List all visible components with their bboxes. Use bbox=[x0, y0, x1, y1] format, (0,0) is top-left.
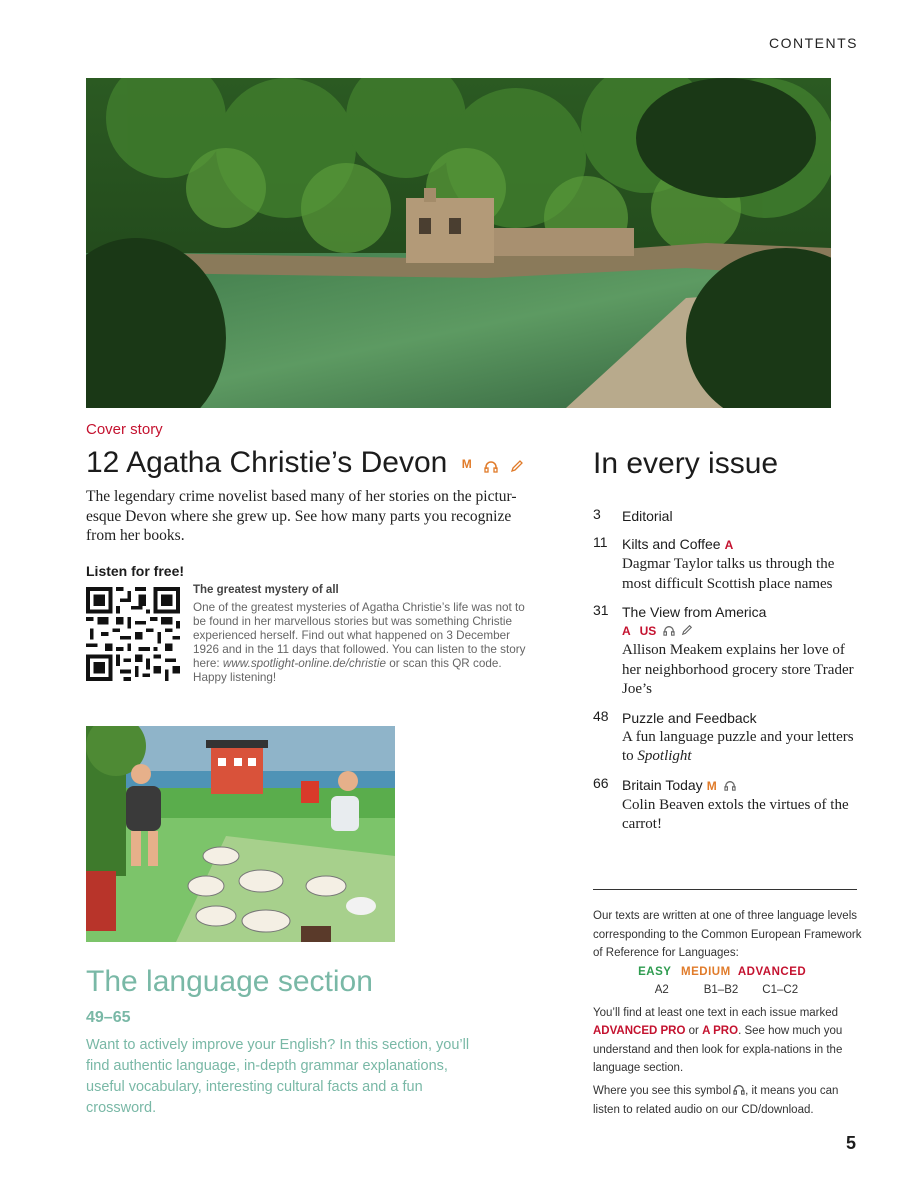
listen-text bbox=[193, 601, 538, 685]
toc-page-number: 31 bbox=[593, 602, 609, 618]
toc-level-badge: A bbox=[724, 538, 734, 552]
headphones-icon bbox=[484, 447, 498, 481]
toc-title: Puzzle and Feedback bbox=[622, 709, 757, 726]
every-issue-title: In every issue bbox=[593, 447, 779, 480]
section-label: CONTENTS bbox=[769, 35, 858, 51]
toc-region-badge: US bbox=[639, 624, 657, 638]
toc-page-number: 11 bbox=[593, 534, 608, 550]
toc-item-puzzle-and-feedback[interactable] bbox=[593, 708, 863, 767]
toc-item-britain-today[interactable] bbox=[593, 775, 863, 835]
cover-photo bbox=[86, 78, 831, 408]
cover-title-text: Agatha Christie’s Devon bbox=[126, 446, 448, 479]
toc-title: Kilts and Coffee A bbox=[622, 536, 734, 552]
toc-page-number: 3 bbox=[593, 506, 601, 522]
toc-level-row bbox=[622, 622, 863, 641]
level-easy-code: A2 bbox=[654, 984, 669, 996]
level-medium-code: B1–B2 bbox=[703, 984, 739, 996]
level-advanced-code: C1–C2 bbox=[762, 984, 799, 996]
levels-note-audio: Where you see this symbol , it means you can listen to related audio on our CD/download. bbox=[593, 1084, 839, 1116]
pencil-icon bbox=[681, 623, 693, 641]
listen-text-body: One of the greatest mysteries of Agatha Christie’s life was not to be found in her marvellous stories but was something Christie experienced herself. Find out what happened on 3 December 1926 and in the 11 days that followed. You can listen to the story here: bbox=[193, 601, 526, 670]
toc-description: Colin Beaven extols the virtues of the carrot! bbox=[622, 796, 849, 832]
toc-item-kilts-and-coffee[interactable] bbox=[593, 534, 863, 594]
toc-title: Editorial bbox=[622, 508, 673, 524]
levels-note-pro: You’ll find at least one text in each issue marked ADVANCED PRO or A PRO. See how much you understand and then look for expla-nations in the language section. bbox=[593, 1006, 843, 1074]
toc-list bbox=[593, 506, 863, 843]
toc-level-badge: M bbox=[706, 778, 717, 793]
levels-codes bbox=[579, 981, 863, 1000]
qr-code-icon[interactable] bbox=[86, 587, 180, 681]
levels-info bbox=[593, 907, 863, 1120]
toc-item-editorial[interactable] bbox=[593, 506, 863, 526]
toc-item-view-from-america[interactable] bbox=[593, 602, 863, 700]
picnic-illustration bbox=[86, 726, 395, 942]
level-easy: EASY bbox=[638, 965, 672, 978]
levels-row bbox=[579, 963, 863, 982]
listen-label: Listen for free! bbox=[86, 563, 185, 579]
level-advanced: ADVANCED bbox=[737, 965, 807, 978]
listen-text-end: or scan this QR code. Happy listening! bbox=[193, 657, 502, 684]
language-section-title[interactable]: The language section bbox=[86, 965, 373, 998]
toc-description: A fun language puzzle and your letters to Spotlight bbox=[622, 728, 854, 764]
headphones-icon bbox=[724, 776, 736, 796]
toc-level-badge: A bbox=[622, 624, 631, 638]
headphones-icon bbox=[663, 623, 675, 641]
listen-url-link[interactable]: www.spotlight-online.de/christie bbox=[222, 657, 386, 670]
headphones-icon bbox=[733, 1083, 745, 1102]
cover-story-label: Cover story bbox=[86, 421, 163, 438]
pencil-icon bbox=[510, 447, 524, 481]
toc-description: Dagmar Taylor talks us through the most difficult Scottish place names bbox=[622, 556, 835, 592]
toc-page-number: 66 bbox=[593, 774, 609, 791]
level-medium: MEDIUM bbox=[681, 965, 731, 978]
language-section-description: Want to actively improve your English? In this section, you’ll find authentic language, in-depth grammar explanations, useful vocabulary, interesting cultural facts and a fun crossword. bbox=[86, 1037, 470, 1116]
toc-title: The View from America bbox=[622, 604, 767, 620]
cover-story-title[interactable] bbox=[86, 446, 524, 481]
levels-intro: Our texts are written at one of three language levels corresponding to the Common European Framework of Reference for Languages: bbox=[593, 910, 862, 959]
listen-heading: The greatest mystery of all bbox=[193, 584, 339, 596]
cover-page-number: 12 bbox=[86, 446, 120, 479]
toc-title: Britain Today M bbox=[622, 775, 863, 796]
page-number: 5 bbox=[845, 1133, 856, 1153]
divider bbox=[593, 889, 857, 890]
cover-level-badge: M bbox=[461, 457, 472, 472]
cover-story-description: The legendary crime novelist based many of her stories on the pictur-esque Devon where she grew up. See how many parts you recognize from her books. bbox=[86, 488, 517, 544]
toc-description: Allison Meakem explains her love of her neighborhood grocery store Trader Joe’s bbox=[622, 642, 854, 697]
toc-page-number: 48 bbox=[593, 707, 609, 724]
language-section-pages: 49–65 bbox=[86, 1009, 131, 1026]
